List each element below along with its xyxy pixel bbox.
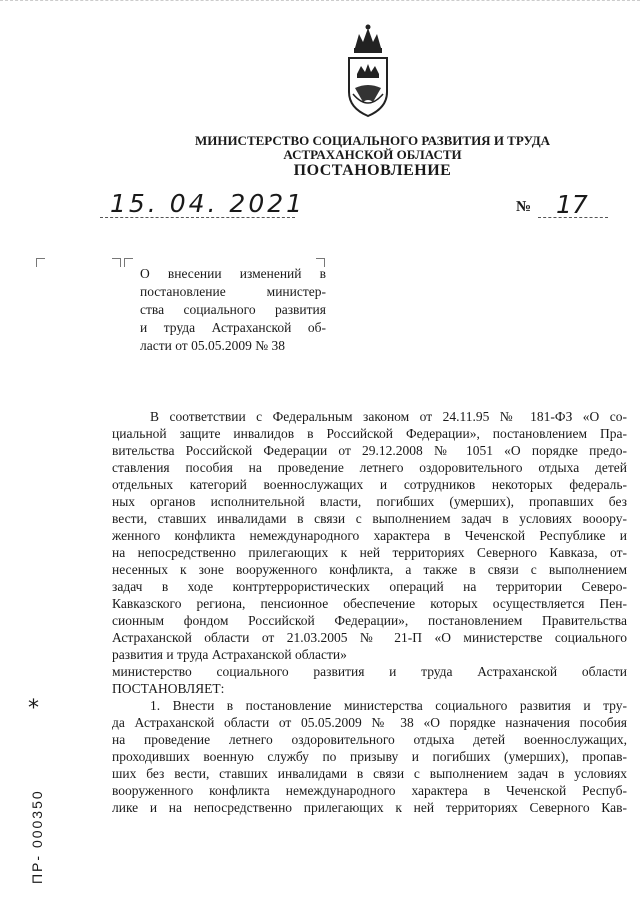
clause-1-paragraph [112,697,627,816]
document-subject [140,265,326,355]
scan-top-edge [0,0,640,4]
text-line: ших без вести, ставших инвалидами в связи с выполнением задач в условиях [112,766,627,781]
text-line: Астраханской области от 21.03.2005 № 21-П «О министерстве социального [112,630,627,645]
number-sign: № [516,199,532,215]
text-line: развития и труда Астраханской области» [112,647,347,662]
corner-mark-left [36,258,45,267]
corner-mark-mid-right [112,258,121,267]
preamble-paragraph [112,408,627,697]
ministry-name-line2: АСТРАХАНСКОЙ ОБЛАСТИ [283,147,462,162]
document-date: 15. 04. 2021 [110,189,306,218]
document-number: 17 [556,190,588,219]
date-underline [100,217,295,218]
subject-line: и труда Астраханской об- [140,320,326,335]
registration-stamp [22,772,52,892]
margin-asterisk-mark: * [28,696,39,721]
text-line: на проведение летнего оздоровительного отдыха детей военнослужащих, [112,732,627,747]
text-line: да Астраханской области от 05.05.2009 № 38 «О порядке назначения пособия [112,715,627,730]
subject-line: ласти от 05.05.2009 № 38 [140,338,285,353]
text-line: ставления пособия на проведение летнего оздоровительного отдыха детей [112,460,627,475]
subject-line: постановление министер- [140,284,326,299]
corner-mark-mid-left [124,258,133,267]
text-line: проходивших военную службу по призыву и погибших (умерших), пропав- [112,749,627,764]
text-line: ных органов исполнительной власти, погибших (умерших), пропавших без [112,494,627,509]
text-line: Кавказского региона, пенсионное обеспечение которых осуществляется Пен- [112,596,627,611]
text-line: женного конфликта немеждународного характера в Чеченской Республике и [112,528,627,543]
text-line: задач в ходе контртеррористических операций на территории Северо- [112,579,627,594]
text-line: лике и на непосредственно прилегающих к ней территориях Северного Кав- [112,800,627,815]
text-line: 1. Внести в постановление министерства социального развития и тру- [150,698,627,713]
text-line: несенных к зоне вооруженного конфликта, а также в связи с выполнением [112,562,627,577]
registration-stamp-text: ПР- 000350 [29,789,45,884]
text-line: на непосредственно прилегающих к ней территориях Северного Кавказа, от- [112,545,627,560]
subject-line: О внесении изменений в [140,266,326,281]
document-type-title: ПОСТАНОВЛЕНИЕ [293,162,452,179]
ministry-text-line: министерство социального развития и труда Астраханской области [112,664,627,679]
decree-word: ПОСТАНОВЛЯЕТ: [112,681,225,696]
text-line: отдельных категорий военнослужащих и сотрудников некоторых федераль- [112,477,627,492]
text-line: сионным фондом Российской Федерации», постановлением Правительства [112,613,627,628]
text-line: вести, ставших инвалидами в связи с выполнением задач в условиях вооору- [112,511,627,526]
text-line: вительства Российской Федерации от 29.12.2008 № 1051 «О порядке предо- [112,443,627,458]
text-line: циальной защите инвалидов в Российской Федерации», постановлением Пра- [112,426,627,441]
text-line: вооруженного конфликта немеждународного характера в Чеченской Респуб- [112,783,627,798]
coat-of-arms-emblem [345,22,391,118]
ministry-name-line1: МИНИСТЕРСТВО СОЦИАЛЬНОГО РАЗВИТИЯ И ТРУДА [194,133,551,148]
number-underline [538,217,608,218]
subject-line: ства социального развития [140,302,326,317]
text-line: В соответствии с Федеральным законом от 24.11.95 № 181-ФЗ «О со- [150,409,627,424]
